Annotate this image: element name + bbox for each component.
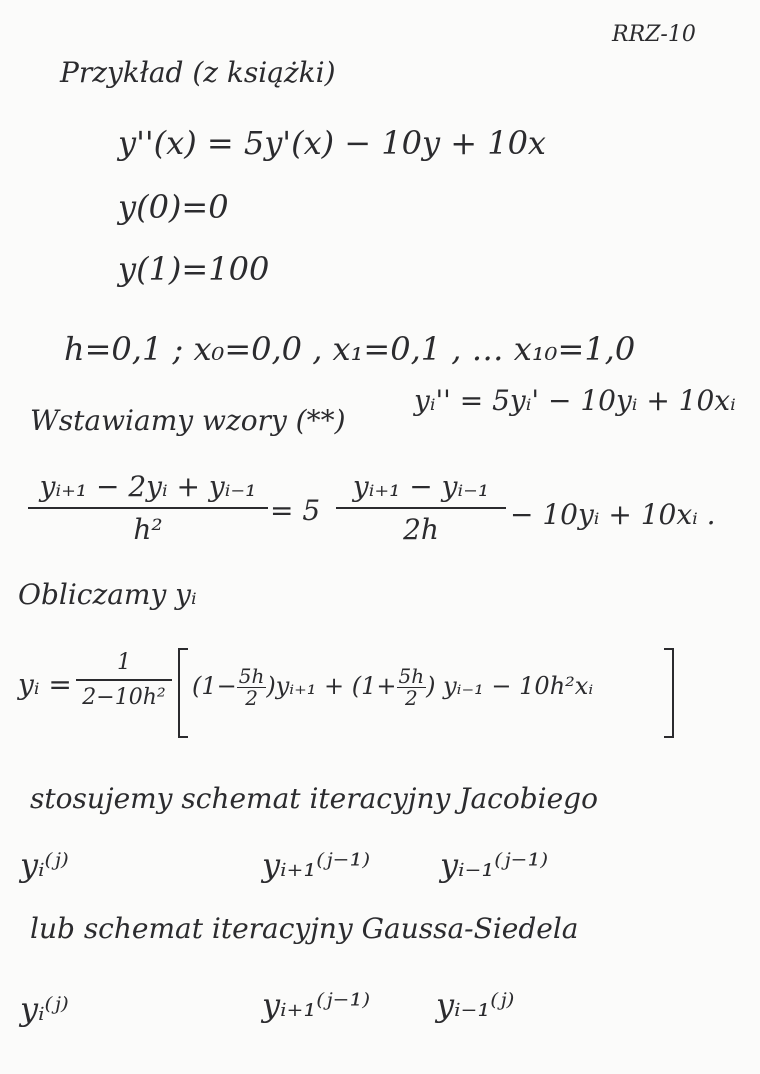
jacobi-yi-minus-1: yᵢ₋₁⁽ʲ⁻¹⁾ xyxy=(440,846,549,884)
heading: Przykład (z książki) xyxy=(60,56,336,89)
left-bracket xyxy=(178,648,188,738)
rhs-tail: − 10yᵢ + 10xᵢ . xyxy=(510,498,716,531)
gauss-seidel-label: lub schemat iteracyjny Gaussa-Siedela xyxy=(30,912,579,945)
coefficient-numerator: 1 xyxy=(117,650,131,675)
jacobi-yi-plus-1: yᵢ₊₁⁽ʲ⁻¹⁾ xyxy=(262,846,371,884)
term2-fraction xyxy=(397,666,427,709)
lhs-numerator: yᵢ₊₁ − 2yᵢ + yᵢ₋₁ xyxy=(39,470,257,503)
coefficient-denominator: 2−10h² xyxy=(82,685,166,710)
right-bracket xyxy=(664,648,674,738)
equals-five: = 5 xyxy=(270,494,321,527)
solve-lhs: yᵢ = xyxy=(18,668,72,701)
lhs-fraction xyxy=(28,470,268,546)
gauss-yi-minus-1: yᵢ₋₁⁽ʲ⁾ xyxy=(436,986,515,1024)
lhs-denominator: h² xyxy=(133,513,163,546)
jacobi-yi: yᵢ⁽ʲ⁾ xyxy=(20,846,69,884)
substitute-label: Wstawiamy wzory (**) xyxy=(30,404,346,437)
rhs-fraction xyxy=(336,470,506,546)
jacobi-label: stosujemy schemat iteracyjny Jacobiego xyxy=(30,782,598,815)
boundary-condition-1: y(0)=0 xyxy=(118,188,229,226)
ode-equation: y''(x) = 5y'(x) − 10y + 10x xyxy=(118,124,546,162)
grid-definition: h=0,1 ; x₀=0,0 , x₁=0,1 , … x₁₀=1,0 xyxy=(64,330,636,368)
solve-terms xyxy=(192,666,593,709)
solve-coefficient xyxy=(76,650,172,710)
rhs-denominator: 2h xyxy=(403,513,439,546)
rhs-numerator: yᵢ₊₁ − yᵢ₋₁ xyxy=(352,470,490,503)
gauss-yi-plus-1: yᵢ₊₁⁽ʲ⁻¹⁾ xyxy=(262,986,371,1024)
fraction-bar xyxy=(76,679,172,681)
term1-den: 2 xyxy=(245,686,258,710)
solve-label: Obliczamy yᵢ xyxy=(18,578,197,611)
term1-open: (1− xyxy=(192,672,237,700)
term1-num: 5h xyxy=(238,664,265,688)
term1-close: )yᵢ₊₁ + (1+ xyxy=(266,672,397,700)
term2-num: 5h xyxy=(398,664,425,688)
discrete-equation: yᵢ'' = 5yᵢ' − 10yᵢ + 10xᵢ xyxy=(414,384,736,417)
term1-fraction xyxy=(237,666,267,709)
fraction-bar xyxy=(336,507,506,509)
page-code: RRZ-10 xyxy=(612,22,696,47)
term2-den: 2 xyxy=(404,686,418,710)
boundary-condition-2: y(1)=100 xyxy=(118,250,270,288)
fraction-bar xyxy=(28,507,268,509)
gauss-yi: yᵢ⁽ʲ⁾ xyxy=(20,990,69,1028)
term2-close: ) yᵢ₋₁ − 10h²xᵢ xyxy=(426,672,594,700)
